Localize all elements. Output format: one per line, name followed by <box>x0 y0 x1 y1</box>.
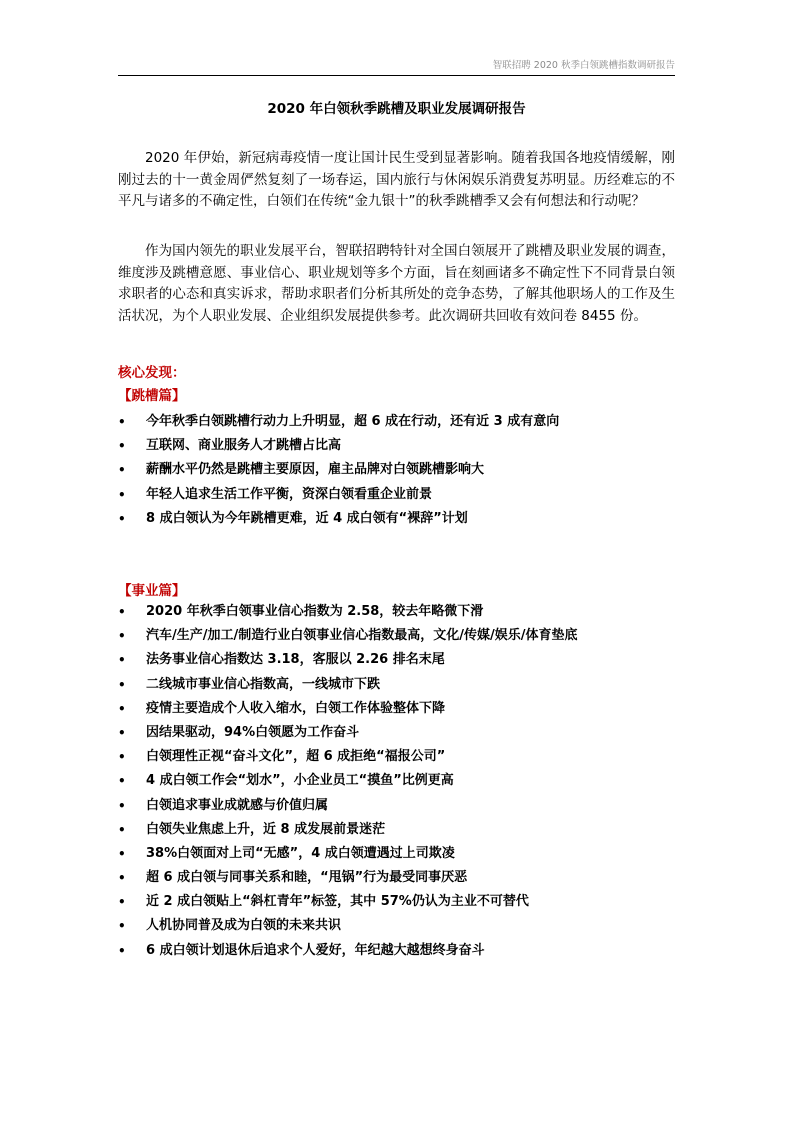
finding-text: 人机协同普及成为白领的未来共识 <box>146 918 342 934</box>
list-item <box>118 745 675 769</box>
list-item <box>118 507 675 531</box>
finding-text: 38%白领面对上司“无感”，4 成白领遭遇过上司欺凌 <box>146 845 455 861</box>
list-item <box>118 939 675 963</box>
running-header: 智联招聘 2020 秋季白领跳槽指数调研报告 <box>492 60 675 71</box>
bullet-icon: • <box>118 487 126 502</box>
bullet-icon: • <box>118 943 126 958</box>
finding-text: 2020 年秋季白领事业信心指数为 2.58，较去年略微下滑 <box>146 604 484 619</box>
document-title: 2020 年白领秋季跳槽及职业发展调研报告 <box>267 101 526 117</box>
bullet-icon: • <box>118 871 126 886</box>
finding-text: 二线城市事业信心指数高，一线城市下跌 <box>146 676 381 692</box>
list-item <box>118 794 675 818</box>
finding-text: 近 2 成白领贴上“斜杠青年”标签，其中 57%仍认为主业不可替代 <box>146 894 529 910</box>
list-item <box>118 648 675 672</box>
bullet-icon: • <box>118 439 126 454</box>
list-item <box>118 624 675 648</box>
list-item <box>118 697 675 721</box>
bullet-icon: • <box>118 919 126 934</box>
bullet-icon: • <box>118 415 126 429</box>
intro-paragraph-2: 作为国内领先的职业发展平台，智联招聘特针对全国白领展开了跳槽及职业发展的调查，维度涉及跳槽意愿、事业信心、职业规划等多个方面，旨在刻画诸多不确定性下不同背景白领求职者的心态和真实诉求，帮助求职者们分析其所处的竞争态势，了解其他职场人的工作及生活状况，为个人职业发展、企业组织发展提供参考。此次调研共回收有效问卷 8455 份。 <box>118 243 675 324</box>
bullet-icon: • <box>118 822 126 837</box>
list-item <box>118 769 675 793</box>
finding-text: 白领理性正视“奋斗文化”，超 6 成拒绝“福报公司” <box>146 749 446 765</box>
finding-text: 薪酬水平仍然是跳槽主要原因，雇主品牌对白领跳槽影响大 <box>146 462 485 478</box>
finding-text: 互联网、商业服务人才跳槽占比高 <box>146 438 342 454</box>
finding-text: 6 成白领计划退休后追求个人爱好，年纪越大越想终身奋斗 <box>146 942 485 958</box>
bullet-icon: • <box>118 605 126 619</box>
finding-text: 8 成白领认为今年跳槽更难，近 4 成白领有“裸辞”计划 <box>146 510 468 526</box>
career-section-heading: 【事业篇】 <box>118 583 186 599</box>
finding-text: 白领失业焦虑上升，近 8 成发展前景迷茫 <box>146 821 386 837</box>
list-item <box>118 600 675 624</box>
bullet-icon: • <box>118 701 126 716</box>
finding-text: 白领追求事业成就感与价值归属 <box>146 797 329 813</box>
header-divider <box>118 75 675 76</box>
list-item <box>118 721 675 745</box>
core-findings-heading: 核心发现： <box>118 365 186 381</box>
finding-text: 超 6 成白领与同事关系和睦，“甩锅”行为最受同事厌恶 <box>146 870 468 886</box>
bullet-icon: • <box>118 677 126 692</box>
bullet-icon: • <box>118 750 126 765</box>
bullet-icon: • <box>118 846 126 861</box>
job-hopping-section-heading: 【跳槽篇】 <box>118 388 186 404</box>
job-hopping-findings-list <box>118 410 675 531</box>
list-item <box>118 914 675 938</box>
intro-paragraph-1: 2020 年伊始，新冠病毒疫情一度让国计民生受到显著影响。随着我国各地疫情缓解，刚刚过去的十一黄金周俨然复刻了一场春运，国内旅行与休闲娱乐消费复苏明显。历经难忘的不平凡与诸多的不确定性，白领们在传统“金九银十”的秋季跳槽季又会有何想法和行动呢？ <box>118 150 675 210</box>
finding-text: 今年秋季白领跳槽行动力上升明显，超 6 成在行动，还有近 3 成有意向 <box>146 414 560 429</box>
list-item <box>118 458 675 482</box>
list-item <box>118 818 675 842</box>
finding-text: 4 成白领工作会“划水”，小企业员工“摸鱼”比例更高 <box>146 773 454 789</box>
bullet-icon: • <box>118 511 126 526</box>
bullet-icon: • <box>118 629 126 644</box>
bullet-icon: • <box>118 653 126 668</box>
finding-text: 年轻人追求生活工作平衡，资深白领看重企业前景 <box>146 486 433 502</box>
finding-text: 法务事业信心指数达 3.18，客服以 2.26 排名末尾 <box>146 652 445 668</box>
list-item <box>118 673 675 697</box>
list-item <box>118 483 675 507</box>
list-item <box>118 434 675 458</box>
bullet-icon: • <box>118 725 126 740</box>
bullet-icon: • <box>118 895 126 910</box>
finding-text: 汽车/生产/加工/制造行业白领事业信心指数最高，文化/传媒/娱乐/体育垫底 <box>146 628 578 644</box>
list-item <box>118 866 675 890</box>
finding-text: 因结果驱动，94%白领愿为工作奋斗 <box>146 724 360 740</box>
bullet-icon: • <box>118 774 126 789</box>
list-item <box>118 890 675 914</box>
list-item <box>118 842 675 866</box>
finding-text: 疫情主要造成个人收入缩水，白领工作体验整体下降 <box>146 700 446 716</box>
bullet-icon: • <box>118 463 126 478</box>
bullet-icon: • <box>118 798 126 813</box>
list-item <box>118 410 675 434</box>
career-findings-list <box>118 600 675 963</box>
